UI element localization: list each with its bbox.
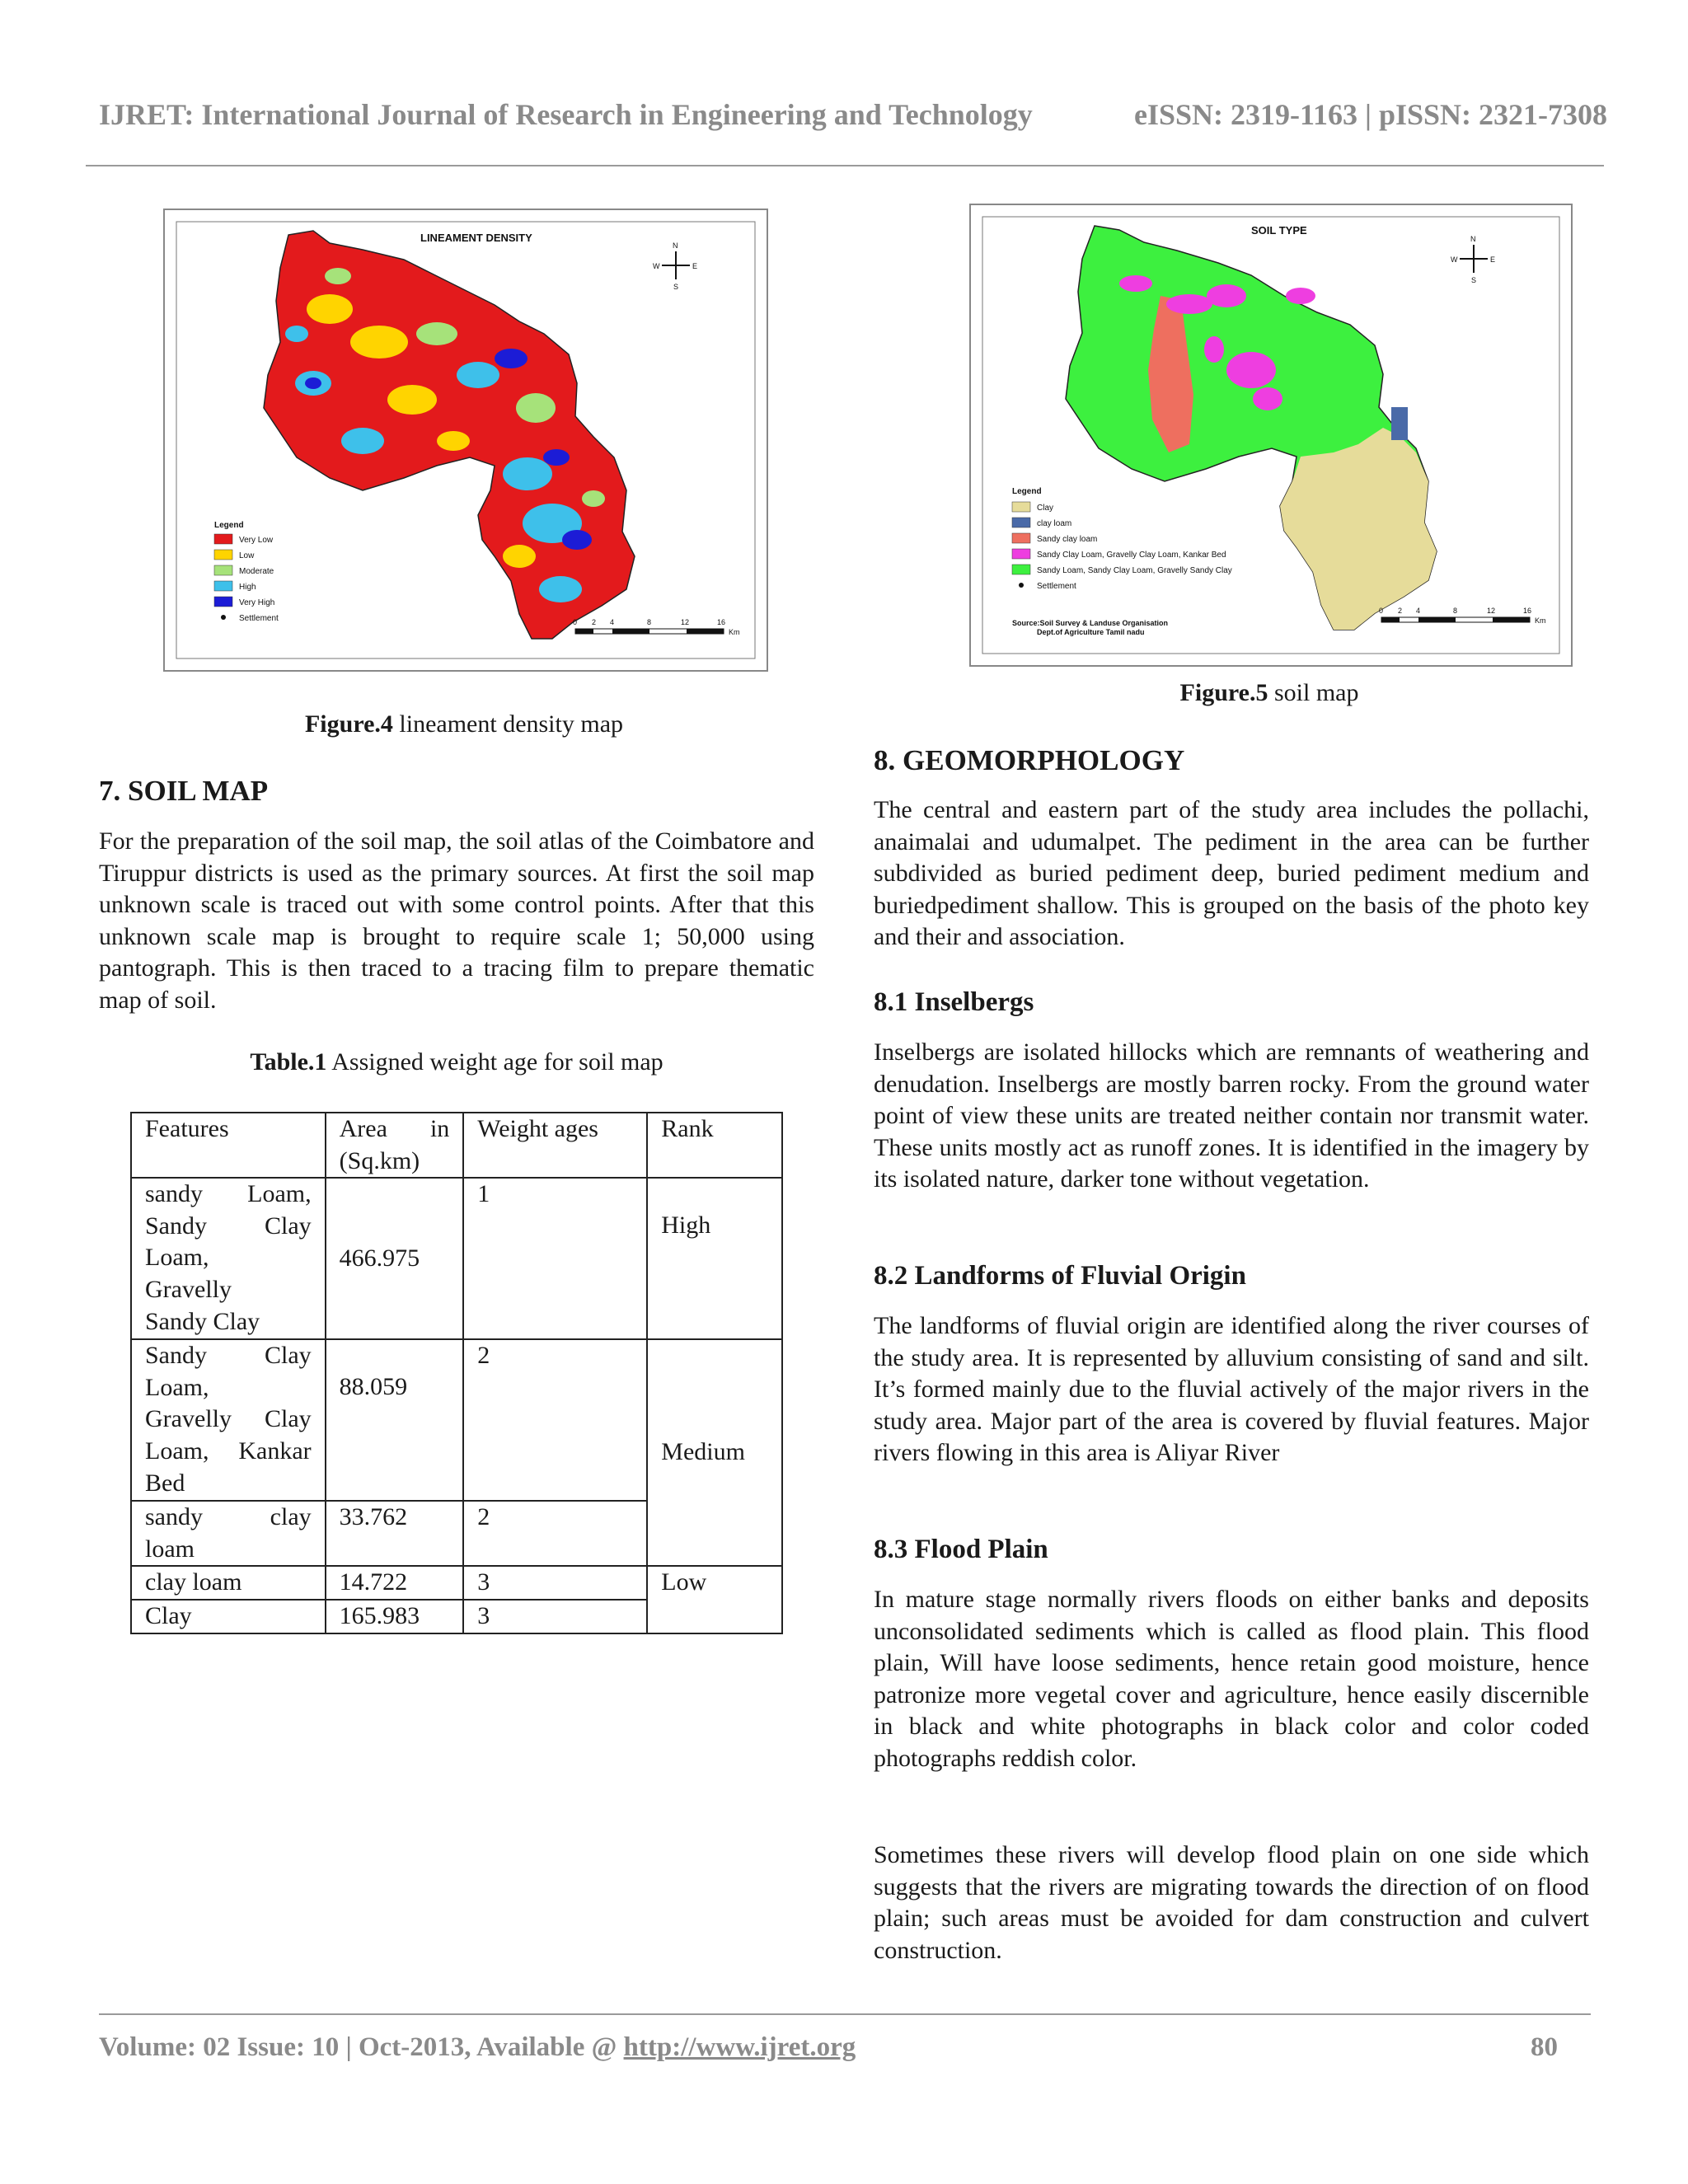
section-7-heading: 7. SOIL MAP: [99, 775, 269, 807]
weight-cell: 3: [463, 1600, 647, 1633]
weight-cell: 2: [463, 1339, 647, 1501]
svg-text:16: 16: [1523, 607, 1532, 615]
soil-type-map: [971, 205, 1571, 665]
clay-loam-region: [1391, 407, 1408, 440]
scale-bar: [1379, 607, 1546, 625]
svg-text:Moderate: Moderate: [239, 567, 274, 576]
footer-rule: [99, 2013, 1591, 2015]
weight-cell: 3: [463, 1566, 647, 1600]
rank-cell: Low: [647, 1566, 782, 1633]
svg-text:E: E: [1490, 255, 1496, 264]
svg-text:Clay: Clay: [1037, 504, 1054, 513]
lineament-density-map: [165, 210, 767, 670]
svg-text:N: N: [673, 241, 678, 250]
section-8-1-paragraph: Inselbergs are isolated hillocks which are remnants of weathering and denudation. Inselbergs are mostly barren rocky. From the ground water point of view these units are treated neither contain nor transmit water. These units mostly act as runoff zones. It is identified in the imagery by its isolated nature, darker tone without vegetation.: [874, 1038, 1589, 1193]
features-cell: Clay: [131, 1600, 326, 1633]
page-footer: [99, 2032, 1558, 2063]
area-cell: 14.722: [326, 1566, 464, 1600]
compass-icon: [1451, 235, 1495, 284]
soil-weight-table: [130, 1112, 783, 1634]
svg-text:N: N: [1470, 235, 1476, 243]
rank-cell: High: [647, 1178, 782, 1339]
figure-5-map: [969, 204, 1573, 667]
svg-text:Low: Low: [239, 551, 255, 560]
svg-text:High: High: [239, 583, 256, 592]
scale-bar: [573, 618, 740, 636]
svg-text:Settlement: Settlement: [239, 614, 279, 623]
area-cell: 33.762: [326, 1501, 464, 1566]
section-8-2-paragraph: The landforms of fluvial origin are identified along the river courses of the study area. It is represented by alluvium consisting of sand and silt. It’s formed mainly due to the fluvial actively of the major rivers in the study area. Major part of the area is covered by fluvial features. Major rivers flowing in this area is Aliyar River: [874, 1312, 1589, 1467]
map-title: LINEAMENT DENSITY: [420, 232, 532, 244]
clay-region: [1280, 428, 1437, 630]
svg-text:8: 8: [647, 618, 652, 626]
svg-text:4: 4: [1416, 607, 1421, 615]
figure-4-caption: Figure.4 lineament density map: [304, 710, 624, 738]
svg-text:Km: Km: [729, 628, 740, 636]
header-area: Area in (Sq.km): [326, 1113, 464, 1178]
svg-text:E: E: [692, 262, 698, 270]
rank-cell: Medium: [647, 1339, 782, 1566]
svg-text:Very High: Very High: [239, 598, 275, 607]
area-cell: 88.059: [326, 1339, 464, 1501]
svg-text:Sandy Clay Loam, Gravelly Clay: Sandy Clay Loam, Gravelly Clay Loam, Kankar Bed: [1037, 551, 1226, 560]
svg-text:12: 12: [1487, 607, 1496, 615]
header-rule: [86, 165, 1604, 166]
map-title: SOIL TYPE: [1251, 224, 1307, 237]
svg-text:16: 16: [717, 618, 726, 626]
svg-text:Very Low: Very Low: [239, 536, 274, 545]
svg-text:S: S: [1471, 276, 1477, 284]
svg-text:8: 8: [1453, 607, 1458, 615]
svg-text:0: 0: [573, 618, 578, 626]
section-8-3-paragraph-1: In mature stage normally rivers floods on either banks and deposits unconsolidated sediments which is called as flood plain. This flood plain, Will have loose sediments, hence retain good moisture, hence patronize more vegetal cover and agriculture, hence easily discernible in black and white photographs in black color and color coded photographs reddish color.: [874, 1586, 1589, 1772]
weight-cell: 1: [463, 1178, 647, 1339]
section-8-2-heading: 8.2 Landforms of Fluvial Origin: [874, 1261, 1246, 1291]
svg-text:Sandy Loam, Sandy Clay Loam, G: Sandy Loam, Sandy Clay Loam, Gravelly Sandy Clay: [1037, 566, 1232, 575]
journal-link[interactable]: http://www.ijret.org: [623, 2032, 856, 2062]
svg-text:Source:Soil Survey & Landuse O: Source:Soil Survey & Landuse Organisation: [1012, 619, 1169, 627]
weight-cell: 2: [463, 1501, 647, 1566]
header-rank: Rank: [647, 1113, 782, 1178]
svg-text:12: 12: [681, 618, 690, 626]
svg-text:W: W: [1451, 255, 1458, 264]
section-8-3-paragraph-2: Sometimes these rivers will develop flood plain on one side which suggests that the rivers are migrating towards the direction of on flood plain; such areas must be avoided for dam construction and culvert construction.: [874, 1841, 1589, 1964]
journal-issn: eISSN: 2319-1163 | pISSN: 2321-7308: [1134, 98, 1607, 131]
svg-text:W: W: [653, 262, 660, 270]
table-1-caption: Table.1 Assigned weight age for soil map: [250, 1048, 663, 1076]
svg-text:0: 0: [1379, 607, 1384, 615]
features-cell: Sandy Clay Loam, Gravelly Clay Loam, Kankar Bed: [131, 1339, 326, 1501]
svg-text:Legend: Legend: [214, 521, 244, 530]
svg-text:S: S: [673, 283, 679, 291]
svg-text:Legend: Legend: [1012, 487, 1042, 496]
section-7-paragraph: For the preparation of the soil map, the soil atlas of the Coimbatore and Tiruppur districts is used as the primary sources. At first the soil map unknown scale is traced out with some control points. After that this unknown scale map is brought to require scale 1; 50,000 using pantograph. This is then traced to a tracing film to prepare thematic map of soil.: [99, 827, 814, 1014]
page-header: [99, 97, 1607, 132]
svg-text:2: 2: [592, 618, 597, 626]
map-legend: [1012, 487, 1232, 636]
svg-text:clay loam: clay loam: [1037, 519, 1072, 528]
page-number: 80: [1531, 2032, 1558, 2062]
table-row: [131, 1339, 782, 1501]
svg-text:Km: Km: [1535, 616, 1546, 625]
area-cell: 466.975: [326, 1178, 464, 1339]
compass-icon: [653, 241, 697, 291]
section-8-heading: 8. GEOMORPHOLOGY: [874, 744, 1185, 776]
features-cell: clay loam: [131, 1566, 326, 1600]
svg-text:Dept.of Agriculture Tamil nadu: Dept.of Agriculture Tamil nadu: [1037, 628, 1145, 636]
area-cell: 165.983: [326, 1600, 464, 1633]
map-legend: [214, 521, 279, 623]
table-row: [131, 1566, 782, 1600]
header-weight: Weight ages: [463, 1113, 647, 1178]
features-cell: sandy clay loam: [131, 1501, 326, 1566]
svg-text:Settlement: Settlement: [1037, 582, 1076, 591]
section-8-1-heading: 8.1 Inselbergs: [874, 987, 1034, 1017]
svg-text:2: 2: [1398, 607, 1403, 615]
svg-text:Sandy clay loam: Sandy clay loam: [1037, 535, 1098, 544]
figure-4-map: [163, 209, 768, 672]
table-row: [131, 1178, 782, 1339]
table-header-row: [131, 1113, 782, 1178]
figure-5-caption: Figure.5 soil map: [1179, 679, 1359, 706]
section-8-3-heading: 8.3 Flood Plain: [874, 1535, 1048, 1564]
svg-text:4: 4: [610, 618, 615, 626]
footer-volume: Volume: 02 Issue: 10 | Oct-2013, Available @ http://www.ijret.org: [99, 2032, 856, 2062]
section-8-paragraph: The central and eastern part of the study area includes the pollachi, anaimalai and udumalpet. The pediment in the area can be further subdivided as buried pediment deep, buried pediment medium and buriedpediment shallow. This is grouped on the basis of the photo key and their and association.: [874, 796, 1589, 951]
journal-title: IJRET: International Journal of Research in Engineering and Technology: [99, 98, 1033, 131]
features-cell: sandy Loam, Sandy Clay Loam, Gravelly Sandy Clay: [131, 1178, 326, 1339]
header-features: Features: [131, 1113, 326, 1178]
